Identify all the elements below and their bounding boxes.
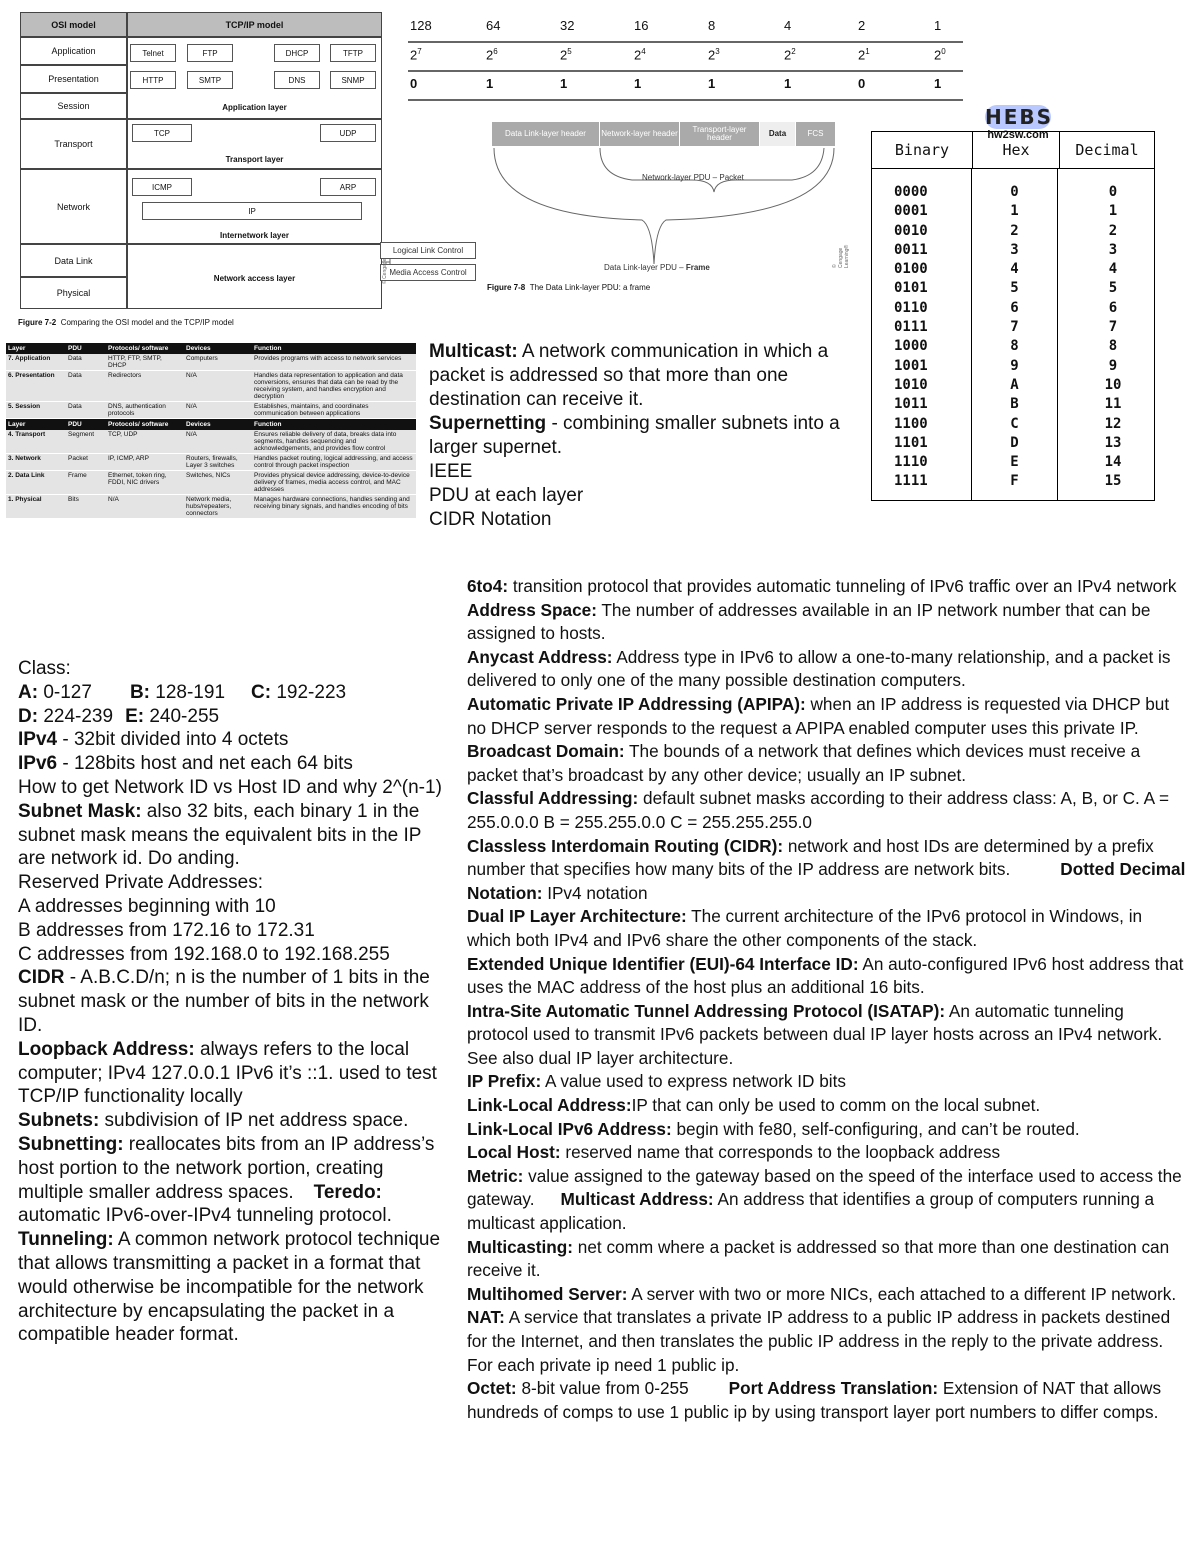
binary-cell: 0010 [894,222,928,239]
osi-layer: Transport [20,119,127,169]
osi-layer: Network [20,169,127,244]
osi-layer-table [6,343,416,633]
def-apipa: Automatic Private IP Addressing (APIPA): when an IP address is requested via DHCP but no DHCP server responds to the request a APIPA enabled computer uses this private IP. [467,693,1170,738]
power-bit: 1 [934,76,942,91]
binary-cell: 1110 [894,454,928,471]
hex-cell: 0 [1010,184,1019,200]
frame-segment: Data [760,122,796,146]
decimal-cell: 6 [1108,299,1118,316]
def-link-local: Link-Local Address:IP that can only be used to comm on the local subnet. [467,1095,1041,1116]
def-broadcast-domain: Broadcast Domain: The bounds of a network that defines which devices must receive a packet that’s broadcast by any other device; usually an IP subnet. [467,741,1141,785]
table-cell: 3. Network [6,454,66,471]
protocol-box: DNS [274,71,320,89]
power-value: 8 [708,18,716,33]
decimal-cell: 4 [1108,261,1118,278]
hex-cell: D [1010,434,1019,451]
power-value: 128 [410,18,432,33]
copyright-label: © Cengage [382,258,388,284]
power-value: 32 [560,18,575,33]
hex-cell: F [1010,473,1019,490]
binary-cell: 0001 [894,203,928,220]
right-notes [467,575,1187,1424]
table-row [6,402,416,419]
note-loopback: Loopback Address: always refers to the local computer; IPv4 127.0.0.1 IPv6 it’s ::1. used to test TCP/IP functionality locally [18,1038,437,1108]
hex-cell: 7 [1010,319,1019,336]
mac-box: Media Access Control [380,264,476,281]
def-anycast: Anycast Address: Address type in IPv6 to allow a one-to-many relationship, and a packet is delivered to only one of the many possible destination computers. [467,646,1171,691]
table-cell: 6. Presentation [6,371,66,402]
table-cell: IP, ICMP, ARP [106,454,184,471]
table-row [6,371,416,402]
table-cell: Data [66,371,106,402]
frame-segment: Network-layer header [600,122,680,146]
power-bit: 1 [708,76,716,91]
table-cell: Routers, firewalls, Layer 3 switches [184,454,252,471]
layer-table-header [6,343,416,354]
powers-exponents-row [408,43,963,72]
osi-header: OSI model [20,12,127,37]
figure-7-8-caption: Figure 7-8 The Data Link-layer PDU: a frame [487,283,651,292]
protocol-box: TCP [132,124,192,142]
binary-cell: 1010 [894,376,928,393]
note-subnets: Subnets: subdivision of IP net address space.Subnetting: reallocates bits from an IP address’s host portion to the network portion, creating multiple smaller address spaces. Teredo: automatic IPv6-over-IPv4 tunneling protocol. [18,1110,435,1227]
power-bit: 0 [858,76,866,91]
power-exponent: $2^3$ [708,47,720,63]
protocol-box: FTP [187,44,233,62]
frame-segment: FCS [796,122,836,146]
def-multihomed: Multihomed Server: A server with two or more NICs, each attached to a different IP network. [467,1283,1177,1304]
transport-layer-label: Transport layer [225,155,284,164]
header-decimal: Decimal [1075,141,1139,159]
power-bit: 1 [784,76,792,91]
application-layer-label: Application layer [222,103,287,112]
protocol-box: SNMP [330,71,376,89]
layer-table-header-cell: Function [252,343,416,354]
def-cidr: Classless Interdomain Routing (CIDR): network and host IDs are determined by a prefix number that specifies how many bits of the IP address are network bits. Dotted Decimal Notation: IPv4 notation [467,835,1186,903]
decimal-cell: 0 [1108,184,1118,200]
power-exponent: $2^1$ [858,47,870,63]
frame-segment: Data Link-layer header [492,122,600,146]
network-access-layer-label: Network access layer [213,274,296,283]
table-cell: 2. Data Link [6,471,66,495]
decimal-cell: 14 [1104,454,1122,471]
binary-cell: 0011 [894,241,928,258]
hex-column [972,169,1058,501]
table-cell: 1. Physical [6,495,66,519]
note-reserved: Reserved Private Addresses: [18,872,264,894]
note-cidr: CIDR - A.B.C.D/n; n is the number of 1 bits in the subnet mask or the number of bits in the network ID. [18,967,430,1036]
note-ipv4: IPv4 - 32bit divided into 4 octets [18,729,289,751]
note-pdu: PDU at each layer [429,485,584,506]
def-6to4: 6to4: transition protocol that provides automatic tunneling of IPv6 traffic over an IPv4 network [467,576,1177,596]
note-subnet-mask: Subnet Mask: also 32 bits, each binary 1 in the subnet mask means the equivalent bits in the IP are network id. Do anding. [18,800,422,870]
table-cell: Network media, hubs/repeaters, connectors [184,495,252,519]
hex-cell: 9 [1010,357,1019,374]
power-exponent: $2^2$ [784,47,796,63]
binary-cell: 1000 [894,338,928,355]
def-local-host: Local Host: reserved name that corresponds to the loopback address [467,1142,1001,1163]
power-value: 2 [858,18,866,33]
decimal-cell: 15 [1104,473,1122,490]
layer-table-header-cell: PDU [66,419,106,431]
table-cell: Frame [66,471,106,495]
def-ip-prefix: IP Prefix: A value used to express network ID bits [467,1071,846,1092]
table-cell: Ensures reliable delivery of data, breaks data into segments, handles sequencing and acknowledgements, and provides flow control [252,430,416,454]
osi-layer: Application [20,37,127,65]
caption-number: Figure 7-2 [18,318,57,327]
power-exponent: $2^7$ [410,47,422,63]
layer-table-header-cell: PDU [66,343,106,354]
def-multicasting: Multicasting: net comm where a packet is addressed so that more than one destination can receive it. [467,1236,1170,1281]
protocol-box: IP [142,202,362,220]
hex-table-header [872,132,1154,169]
pdu-brackets [492,146,837,266]
packet-label: Network-layer PDU – Packet [642,173,744,182]
note-reserved-b: B addresses from 172.16 to 172.31 [18,919,315,941]
protocol-box: ARP [320,178,376,196]
hex-cell: A [1010,376,1019,393]
layer-table-header-cell: Protocols/ software [106,419,184,431]
powers-of-two-table [408,14,963,101]
decimal-cell: 8 [1108,338,1118,355]
layer-table-header-cell: Devices [184,343,252,354]
protocol-box: UDP [320,124,376,142]
decimal-column [1058,169,1154,501]
figure-7-2-caption [18,318,234,327]
protocol-box: DHCP [274,44,320,62]
table-cell: N/A [184,371,252,402]
frame-pdu-figure [492,118,850,293]
binary-cell: 1001 [894,357,928,374]
def-classful: Classful Addressing: default subnet masks according to their address class: A, B, or C. A = 255.0.0.0 B = 255.255.0.0 C = 255.255.255.0 [467,788,1169,832]
binary-cell: 1100 [894,415,928,432]
table-cell: Bits [66,495,106,519]
protocol-box: HTTP [130,71,176,89]
table-row [6,430,416,454]
osi-layer: Presentation [20,65,127,93]
header-hex: Hex [973,132,1060,168]
note-reserved-c: C addresses from 192.168.0 to 192.168.255 [18,943,390,965]
layer-table-header-cell: Layer [6,419,66,431]
table-cell: 7. Application [6,354,66,371]
table-cell: N/A [106,495,184,519]
table-cell: TCP, UDP [106,430,184,454]
def-metric: Metric: value assigned to the gateway based on the speed of the interface used to access the gateway. Multicast Address: An address that identifies a group of computers running a multicast application. [467,1165,1182,1234]
protocol-box: TFTP [330,44,376,62]
note-multicast: Multicast: A network communication in which a packet is addressed so that more than one destination can receive it. [429,341,829,410]
table-cell: Provides programs with access to network services [252,354,416,371]
layer-table-header-cell: Layer [6,343,66,354]
hex-cell: 4 [1010,261,1019,278]
hex-cell: 3 [1010,241,1019,258]
binary-cell: 1111 [894,473,928,490]
table-row [6,471,416,495]
table-cell: Switches, NICs [184,471,252,495]
power-bit: 0 [410,76,418,91]
tcpip-header: TCP/IP model [127,12,382,37]
power-bit: 1 [634,76,642,91]
table-cell: Establishes, maintains, and coordinates communication between applications [252,402,416,419]
hex-cell: 2 [1010,222,1019,239]
binary-hex-decimal-table [871,131,1155,501]
caption-text: Comparing the OSI model and the TCP/IP model [60,318,234,327]
protocol-box: Telnet [130,44,176,62]
table-cell: Computers [184,354,252,371]
binary-cell: 0110 [894,299,928,316]
layer-table-header-cell: Protocols/ software [106,343,184,354]
layer-table-header-cell: Devices [184,419,252,431]
table-cell: Segment [66,430,106,454]
binary-column [872,169,972,501]
llc-box: Logical Link Control [380,242,476,259]
table-cell: 4. Transport [6,430,66,454]
powers-values-row [408,14,963,43]
def-nat: NAT: A service that translates a private IP address to a public IP address in packets destined for the Internet, and then translates the public IP address in the reply to the private address. For each private ip need 1 public ip. [467,1307,1171,1375]
power-bit: 1 [486,76,494,91]
hex-cell: 5 [1010,280,1019,297]
table-cell: Handles data representation to application and data conversions, ensures that data can be read by the receiving system, and handles encryption and decryption [252,371,416,402]
table-cell: Data [66,402,106,419]
middle-notes [429,340,859,532]
note-ipv6: IPv6 - 128bits host and net each 64 bits [18,753,353,775]
copyright-label: © Cengage Learning® [832,244,850,268]
table-cell: Manages hardware connections, handles sending and receiving binary signals, and handles encoding of bits [252,495,416,519]
class-label: Class: [18,658,71,679]
powers-bits-row [408,72,963,101]
table-row [6,495,416,519]
decimal-cell: 9 [1108,357,1118,374]
power-exponent: $2^4$ [634,47,646,63]
internetwork-layer-label: Internetwork layer [220,231,289,240]
table-row [6,354,416,371]
def-dual-ip: Dual IP Layer Architecture: The current architecture of the IPv6 protocol in Windows, in which both IPv4 and IPv6 share the other components of the stack. [467,906,1143,950]
hex-table-body [872,169,1154,501]
decimal-cell: 13 [1104,434,1122,451]
table-cell: N/A [184,402,252,419]
decimal-cell: 2 [1108,222,1118,239]
power-exponent: $2^6$ [486,47,498,63]
table-cell: DNS, authentication protocols [106,402,184,419]
power-value: 4 [784,18,792,33]
left-notes [18,657,443,1347]
def-eui64: Extended Unique Identifier (EUI)-64 Interface ID: An auto-configured IPv6 host address that uses the MAC address of the host plus an additional 16 bits. [467,953,1184,998]
table-cell: Redirectors [106,371,184,402]
note-ieee: IEEE [429,461,473,482]
layer-table-header [6,419,416,431]
def-link-local-ipv6: Link-Local IPv6 Address: begin with fe80, self-configuring, and can’t be routed. [467,1118,1080,1139]
table-cell: HTTP, FTP, SMTP, DHCP [106,354,184,371]
table-cell: Data [66,354,106,371]
binary-cell: 0101 [894,280,928,297]
def-address-space: Address Space: The number of addresses available in an IP network number that can be assigned to hosts. [467,599,1151,644]
note-network-id: How to get Network ID vs Host ID and why 2^(n-1) [18,776,442,798]
hex-cell: 6 [1010,299,1019,316]
hex-cell: C [1010,415,1019,432]
header-binary: Binary [872,132,973,168]
table-row [6,454,416,471]
hex-cell: 8 [1010,338,1019,355]
frame-segment: Transport-layer header [680,122,760,146]
layer-table-header-cell: Function [252,419,416,431]
def-isatap: Intra-Site Automatic Tunnel Addressing Protocol (ISATAP): An automatic tunneling protocol used to transmit IPv6 packets between dual IP layer hosts across an IPv4 network. See also dual IP layer architecture. [467,1000,1163,1068]
table-cell: Ethernet, token ring, FDDI, NIC drivers [106,471,184,495]
decimal-cell: 3 [1108,241,1118,258]
hex-cell: E [1010,454,1019,471]
note-reserved-a: A addresses beginning with 10 [18,895,276,917]
hex-cell: 1 [1010,203,1019,220]
osi-layer: Session [20,93,127,119]
decimal-cell: 11 [1104,396,1122,413]
power-value: 64 [486,18,501,33]
binary-cell: 0000 [894,184,928,200]
binary-cell: 1101 [894,434,928,451]
table-cell: N/A [184,430,252,454]
decimal-cell: 12 [1104,415,1122,432]
class-ranges-1: A: 0-127 B: 128-191 C: 192-223 [18,681,347,703]
power-value: 16 [634,18,649,33]
class-ranges-2: D: 224-239 E: 240-255 [18,705,220,727]
power-bit: 1 [560,76,568,91]
note-tunneling: Tunneling: A common network protocol technique that allows transmitting a packet in a format that would otherwise be incompatible for the network architecture by encapsulating the packet in a compatible header format. [18,1229,441,1346]
power-exponent: $2^0$ [934,47,946,63]
decimal-cell: 5 [1108,280,1118,297]
osi-layer: Physical [20,277,127,309]
logo-site: hw2sw.com [987,129,1049,141]
note-supernetting: Supernetting - combining smaller subnets into a larger supernet. [429,413,840,458]
power-exponent: $2^5$ [560,47,572,63]
binary-cell: 0111 [894,319,928,336]
def-octet: Octet: 8-bit value from 0-255 Port Address Translation: Extension of NAT that allows hundreds of comps to use 1 public ip by using transport layer port numbers to differ comps. [467,1378,1162,1422]
table-cell: 5. Session [6,402,66,419]
hex-cell: B [1010,396,1019,413]
osi-layer: Data Link [20,244,127,277]
protocol-box: ICMP [132,178,192,196]
table-cell: Provides physical device addressing, device-to-device delivery of frames, media access control, and MAC addresses [252,471,416,495]
decimal-cell: 1 [1108,203,1118,220]
binary-cell: 1011 [894,396,928,413]
binary-cell: 0100 [894,261,928,278]
decimal-cell: 7 [1108,319,1118,336]
decimal-cell: 10 [1104,376,1122,393]
note-cidr: CIDR Notation [429,509,552,530]
logo-mark: HEBS [985,105,1054,129]
protocol-box: SMTP [187,71,233,89]
table-cell: Packet [66,454,106,471]
table-cell: Handles packet routing, logical addressing, and access control through packet inspection [252,454,416,471]
power-value: 1 [934,18,942,33]
frame-label: Data Link-layer PDU – Frame [604,263,710,272]
